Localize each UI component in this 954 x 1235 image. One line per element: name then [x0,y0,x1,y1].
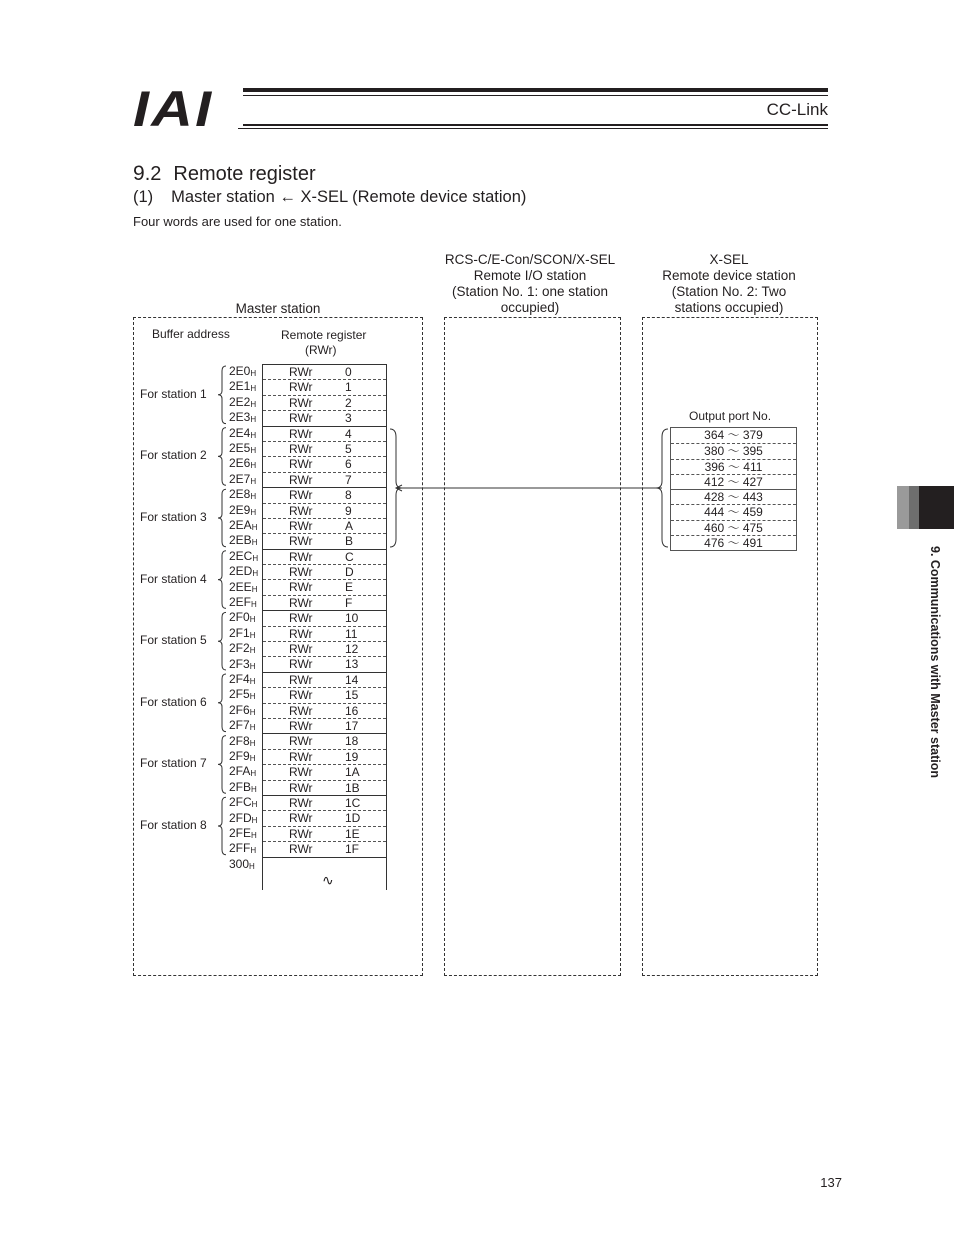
iai-logo: IAI [133,81,214,137]
buffer-address-value: 2EB [229,533,252,548]
buffer-address-value: 2F6 [229,702,250,717]
register-number: 16 [345,703,359,718]
hex-suffix: H [250,507,257,517]
station-brace [218,736,226,794]
intro-text: Four words are used for one station. [133,214,342,229]
buffer-address-value: 2F0 [229,610,250,625]
master-station-heading: Master station [235,301,321,316]
hex-suffix: H [251,600,257,609]
subsection-title-text: Master station ← X-SEL (Remote device station) [171,188,527,206]
buffer-address-value: 2F9 [229,749,250,763]
section-title [133,162,316,186]
buffer-address-value: 2E9 [229,502,251,517]
station-label: For station 4 [140,571,207,586]
chapter-side-label: 9. Communications with Master station [928,546,942,778]
hex-suffix: H [249,646,256,656]
register-number: B [345,534,354,549]
station-brace [218,489,226,547]
rcs-heading-line: occupied) [500,300,560,315]
hex-suffix: H [250,430,257,440]
buffer-address-value: 2E5 [229,441,251,455]
buffer-address-value: 2E7 [229,471,251,486]
section-number-rest: .2 [144,163,162,185]
station-brace [218,428,226,486]
register-number: 11 [345,626,358,641]
buffer-address-value: 2ED [229,564,253,579]
product-name: CC-Link [766,100,828,119]
register-rw-label: RWr [289,580,313,595]
register-number: 1 [345,380,352,395]
register-rw-label: RWr [289,534,313,549]
output-port-table [670,427,797,551]
buffer-address-value: 2FB [229,779,252,794]
hex-suffix: H [250,384,257,394]
hex-suffix: H [251,831,257,840]
rcs-station-box [444,317,621,976]
register-rw-label: RWr [289,595,313,610]
station-label: For station 2 [140,448,207,463]
register-number: 7 [345,472,352,487]
hex-suffix: H [249,677,256,686]
hex-suffix: H [249,723,256,733]
register-number: 1A [345,765,360,780]
hex-suffix: H [250,461,257,471]
buffer-address-value: 2F7 [229,718,250,733]
register-number: 9 [345,503,352,518]
station-brace [218,612,226,670]
side-tab-marker [897,486,909,529]
register-rw-label: RWr [289,488,313,503]
hex-suffix: H [250,369,257,378]
xsel-heading-line: stations occupied) [674,300,784,315]
register-rw-label: RWr [289,842,313,857]
hex-suffix: H [249,861,255,871]
hex-suffix: H [251,523,258,532]
register-rw-label: RWr [289,672,313,687]
header-rule-top [243,88,828,92]
buffer-address-value: 2EA [229,518,252,532]
register-number: 12 [345,642,359,657]
station-label: For station 8 [140,818,207,832]
buffer-address-value: 2F4 [229,672,250,686]
page-number: 137 [820,1175,842,1190]
hex-suffix: H [249,630,256,640]
buffer-address-value: 2FC [229,795,252,810]
buffer-address-value: 2E0 [229,364,251,378]
buffer-address-value: 2F5 [229,687,250,702]
register-number: 18 [345,734,359,749]
register-rw-label: RWr [289,780,313,795]
output-port-row: 412 〜 427 [671,474,796,489]
station-label: For station 3 [140,510,207,524]
register-number: A [345,518,354,533]
register-rw-label: RWr [289,472,313,487]
register-number: 1C [345,795,361,810]
register-number: 4 [345,426,352,441]
buffer-address-value: 2F1 [229,625,250,640]
register-rw-label: RWr [289,826,313,841]
buffer-address-value: 2E1 [229,379,251,394]
side-tab-marker [919,486,954,529]
hex-suffix: H [251,538,258,548]
hex-suffix: H [250,846,257,856]
station-label: For station 1 [140,386,207,401]
register-number: 14 [345,672,359,687]
register-rw-label: RWr [289,457,313,472]
xsel-station-heading [640,252,818,316]
register-number: D [345,565,354,580]
rcs-heading-line: Remote I/O station [473,268,587,283]
station-brace [218,366,226,424]
section-title-text: Remote register [173,163,316,185]
register-number: 8 [345,488,352,503]
subsection-label: (1) [133,188,154,206]
header-rule-bottom2 [238,128,828,129]
buffer-address-value: 2FE [229,826,252,840]
hex-suffix: H [251,800,258,810]
register-rw-label: RWr [289,765,313,780]
register-rw-label: RWr [289,749,313,764]
header-rule-mid [243,95,828,96]
output-port-row: 444 〜 459 [671,504,796,519]
hex-suffix: H [249,692,256,702]
register-number: 2 [345,395,352,410]
section-number: 9 [133,162,145,185]
register-number: 19 [345,749,359,764]
buffer-address-header: Buffer address [152,327,230,341]
buffer-address-value: 2E2 [229,394,251,409]
register-number: E [345,580,354,595]
subsection-title [133,188,526,207]
hex-suffix: H [250,446,257,455]
register-rw-label: RWr [289,718,313,733]
register-number: 1E [345,826,360,841]
output-port-header: Output port No. [689,409,772,423]
buffer-address-value: 2E4 [229,425,251,440]
xsel-heading-line: (Station No. 2: Two [671,284,787,299]
register-number: 1F [345,842,360,857]
register-rw-label: RWr [289,395,313,410]
buffer-address-value: 2E8 [229,487,251,502]
register-rw-label: RWr [289,426,313,441]
register-number: 15 [345,688,359,703]
register-rw-label: RWr [289,503,313,518]
rcs-heading-line: RCS-C/E-Con/SCON/X-SEL [444,252,616,267]
hex-suffix: H [250,769,257,779]
xsel-heading-line: Remote device station [662,268,796,283]
register-number: 10 [345,611,359,626]
register-rw-label: RWr [289,611,313,626]
output-port-row: 364 〜 379 [704,428,763,442]
hex-suffix: H [250,399,257,409]
register-number: F [345,595,353,610]
register-number: 6 [345,457,352,472]
register-rw-label: RWr [289,549,313,564]
output-port-row: 380 〜 395 [671,443,796,458]
station-brace [218,797,226,855]
station-label: For station 7 [140,756,207,771]
hex-suffix: H [249,707,256,717]
register-number: 13 [345,657,359,672]
hex-suffix: H [251,784,257,794]
hex-suffix: H [249,754,256,763]
hex-suffix: H [251,815,258,825]
register-rw-label: RWr [289,518,313,533]
register-rw-label: RWr [289,703,313,718]
hex-suffix: H [249,615,256,625]
mapping-arrow [390,425,680,555]
register-rw-label: RWr [289,734,313,749]
remote-register-subheader: (RWr) [305,343,337,357]
register-number: 1D [345,811,361,826]
hex-suffix: H [250,492,257,502]
hex-suffix: H [249,661,256,671]
rcs-heading-line: (Station No. 1: one station [451,284,609,299]
hex-suffix: H [252,553,259,563]
output-port-row: 428 〜 443 [671,489,796,504]
output-port-row: 460 〜 475 [671,520,796,535]
register-rw-label: RWr [289,795,313,810]
buffer-address-value: 2EE [229,579,252,594]
buffer-address-value: 2E3 [229,410,251,425]
hex-suffix: H [250,476,257,486]
register-number: 5 [345,441,352,456]
register-rw-label: RWr [289,688,313,703]
header-rule-bottom [243,124,828,126]
register-rw-label: RWr [289,365,313,379]
buffer-address-value: 2F3 [229,656,250,671]
register-rw-label: RWr [289,642,313,657]
buffer-address-value: 2F2 [229,641,250,656]
buffer-address-value: 300 [229,856,250,871]
remote-register-header: Remote register [281,328,367,342]
register-rw-label: RWr [289,811,313,826]
register-number: 1B [345,780,360,795]
output-port-row: 476 〜 491 [671,535,796,550]
register-number: C [345,549,354,564]
register-rw-label: RWr [289,380,313,395]
buffer-address-value: 2FD [229,810,252,825]
register-number: 0 [345,365,352,379]
station-braces [214,364,404,894]
continuation-mark: ∿ [322,872,334,888]
xsel-heading-line: X-SEL [709,252,749,267]
station-label: For station 5 [140,633,207,648]
hex-suffix: H [250,415,257,425]
register-number: 3 [345,411,352,426]
buffer-address-value: 2F8 [229,733,250,748]
output-port-row: 396 〜 411 [671,459,796,474]
register-rw-label: RWr [289,565,313,580]
register-rw-label: RWr [289,441,313,456]
register-rw-label: RWr [289,657,313,672]
side-tab-marker [909,486,919,529]
buffer-address-value: 2EC [229,548,253,563]
station-brace [218,551,226,609]
station-label: For station 6 [140,694,207,709]
hex-suffix: H [252,569,259,579]
rcs-station-heading [430,252,630,316]
hex-suffix: H [251,584,258,594]
station-brace [218,674,226,732]
register-rw-label: RWr [289,626,313,641]
buffer-address-value: 2FF [229,841,251,856]
register-number: 17 [345,718,359,733]
hex-suffix: H [249,738,256,748]
buffer-address-value: 2E6 [229,456,251,471]
buffer-address-value: 2EF [229,595,252,609]
buffer-address-value: 2FA [229,764,251,779]
register-rw-label: RWr [289,411,313,426]
